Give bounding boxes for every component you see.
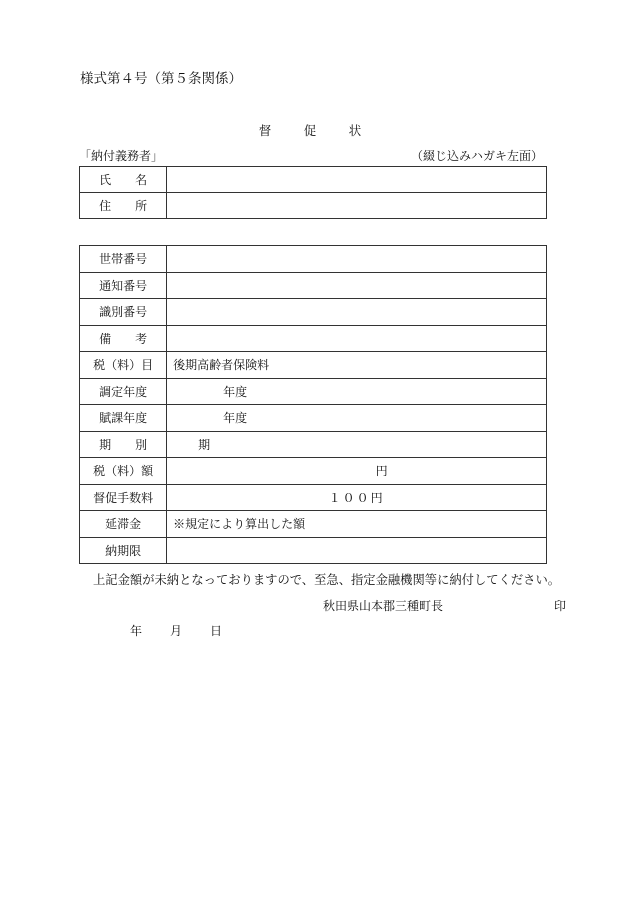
table-row [80, 511, 547, 538]
card-note: （綴じ込みハガキ左面） [411, 149, 544, 163]
detail-table [79, 245, 547, 564]
address-value [167, 193, 547, 219]
table-row [80, 167, 547, 193]
table-row [80, 484, 547, 511]
household-number-value [167, 246, 547, 273]
due-date-value [167, 537, 547, 564]
address-label: 住 所 [80, 193, 167, 219]
date-year: 年 [130, 624, 143, 638]
remarks-label: 備 考 [80, 325, 167, 352]
table-row [80, 537, 547, 564]
installment-period-label: 期 別 [80, 431, 167, 458]
tax-amount-value: 円 [167, 458, 547, 485]
payment-notice: 上記金額が未納となっておりますので、至急、指定金融機関等に納付してください。 [93, 573, 561, 587]
due-date-label: 納期限 [80, 537, 167, 564]
household-number-label: 世帯番号 [80, 246, 167, 273]
date-month: 月 [170, 624, 183, 638]
installment-period-value: 期 [167, 431, 547, 458]
table-row [80, 193, 547, 219]
table-row [80, 299, 547, 326]
remarks-value [167, 325, 547, 352]
name-value [167, 167, 547, 193]
payer-label: 「納付義務者」 [79, 149, 164, 163]
seal-mark: 印 [554, 599, 567, 613]
name-label: 氏 名 [80, 167, 167, 193]
identification-number-label: 識別番号 [80, 299, 167, 326]
issue-date [130, 622, 222, 639]
table-row [80, 378, 547, 405]
table-row [80, 405, 547, 432]
tax-amount-label: 税（料）額 [80, 458, 167, 485]
notice-number-label: 通知番号 [80, 272, 167, 299]
reminder-fee-value: １００円 [167, 484, 547, 511]
table-row [80, 458, 547, 485]
reminder-fee-label: 督促手数料 [80, 484, 167, 511]
date-day: 日 [210, 624, 223, 638]
table-row [80, 352, 547, 379]
table-row [80, 325, 547, 352]
table-row [80, 431, 547, 458]
document-title: 督 促 状 [258, 123, 372, 138]
payer-table [79, 166, 547, 219]
form-number: 様式第４号（第５条関係） [80, 71, 242, 87]
notice-number-value [167, 272, 547, 299]
tax-item-label: 税（料）目 [80, 352, 167, 379]
tax-item-value: 後期高齢者保険料 [167, 352, 547, 379]
levy-year-label: 賦課年度 [80, 405, 167, 432]
assessment-year-label: 調定年度 [80, 378, 167, 405]
issuer-name: 秋田県山本郡三種町長 [323, 599, 444, 613]
table-row [80, 272, 547, 299]
identification-number-value [167, 299, 547, 326]
assessment-year-value: 年度 [167, 378, 547, 405]
late-fee-label: 延滞金 [80, 511, 167, 538]
late-fee-value: ※規定により算出した額 [167, 511, 547, 538]
table-row [80, 246, 547, 273]
levy-year-value: 年度 [167, 405, 547, 432]
